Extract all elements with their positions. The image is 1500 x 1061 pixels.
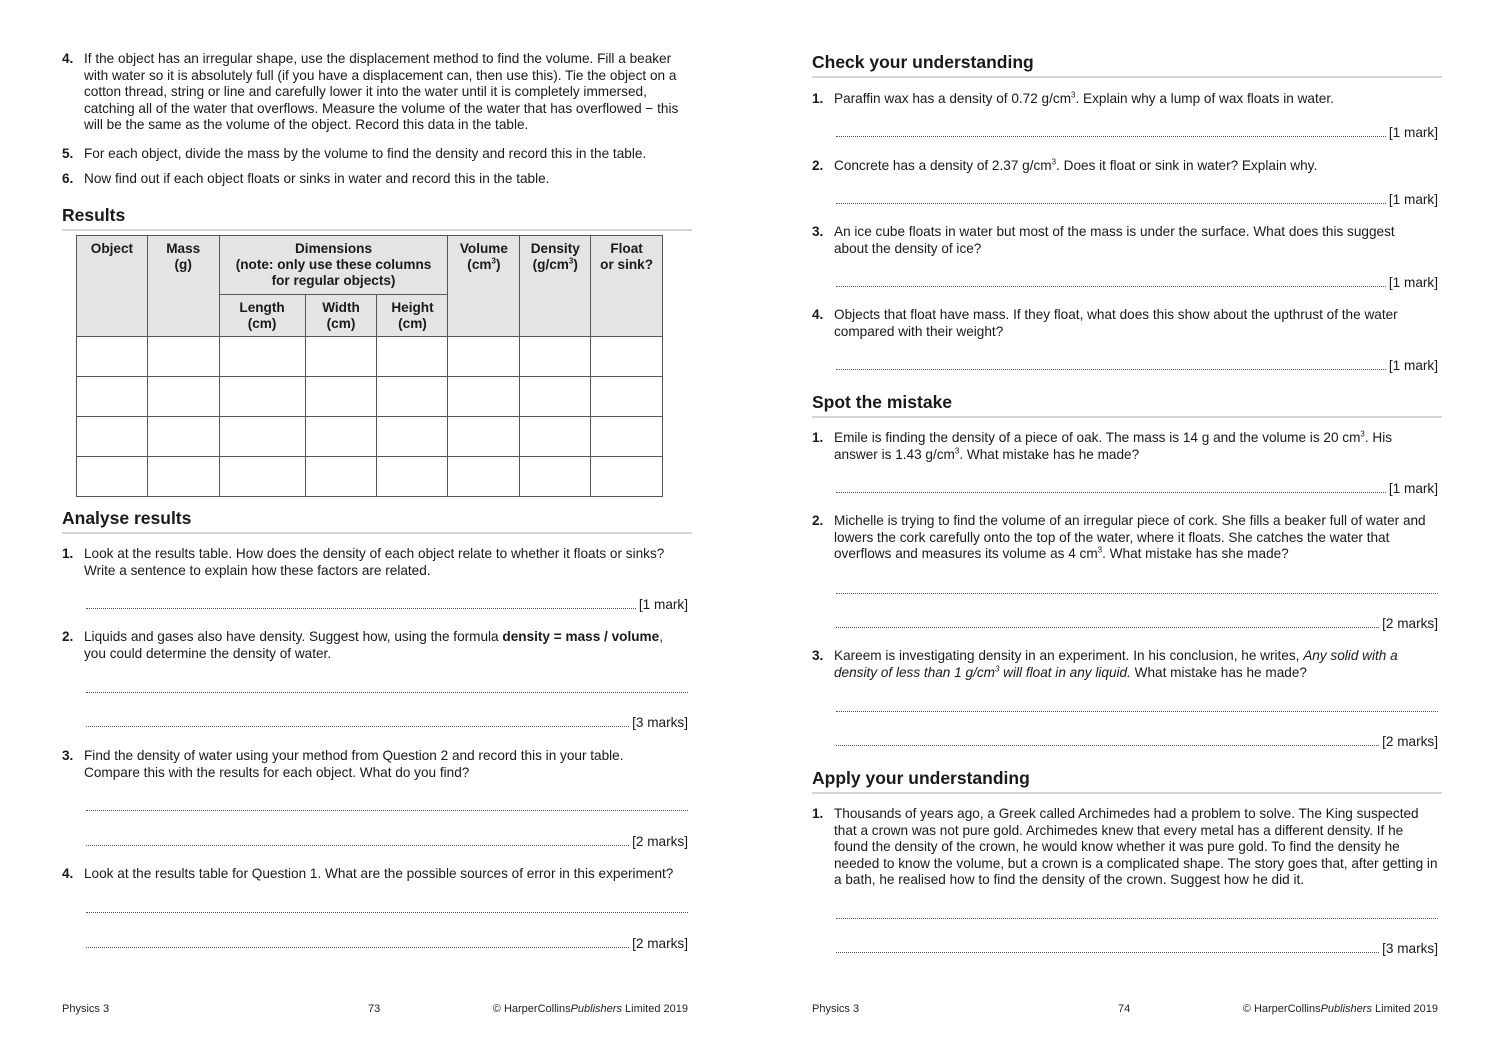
table-row — [77, 337, 663, 377]
answer-line[interactable] — [836, 192, 1438, 208]
mark-allocation: [3 marks] — [1382, 940, 1438, 956]
table-cell[interactable] — [147, 417, 219, 457]
col-length: Length (cm) — [219, 295, 305, 337]
step-number: 6. — [62, 171, 74, 186]
left-page — [62, 0, 692, 1061]
question-text: Michelle is trying to find the volume of an irregular piece of cork. She fills a beaker full of water and lowers the cork carefully onto the top of the water, where it floats. She catches the water that overflows and measures its volume as 4 $cm^3$. What mistake has she made? — [834, 513, 1426, 561]
table-cell[interactable] — [591, 417, 663, 457]
question-number: 3. — [812, 224, 824, 239]
answer-line[interactable] — [836, 941, 1438, 957]
table-cell[interactable] — [520, 377, 591, 417]
footer-book-title: Physics 3 — [62, 1003, 110, 1015]
mark-allocation: [1 mark] — [638, 596, 688, 612]
table-cell[interactable] — [377, 417, 448, 457]
step-text: For each object, divide the mass by the volume to find the density and record this in the table. — [84, 146, 647, 161]
question-text: Objects that float have mass. If they float, what does this show about the upthrust of the water compared with their weight? — [834, 307, 1398, 339]
table-cell[interactable] — [305, 457, 377, 497]
table-cell[interactable] — [77, 337, 148, 377]
table-cell[interactable] — [219, 377, 305, 417]
col-density: Density $(g/cm^3)$ — [520, 236, 591, 337]
right-page — [812, 0, 1442, 1061]
answer-line[interactable] — [836, 358, 1438, 374]
question-number: 1. — [812, 806, 824, 821]
check-heading: Check your understanding — [812, 52, 1442, 78]
analyse-heading: Analyse results — [62, 508, 692, 534]
mark-allocation: [1 mark] — [1388, 124, 1438, 140]
question-text: Look at the results table for Question 1. What are the possible sources of error in this experiment? — [84, 866, 674, 881]
answer-line[interactable] — [86, 681, 688, 697]
apply-heading: Apply your understanding — [812, 768, 1442, 794]
table-cell[interactable] — [305, 417, 377, 457]
table-row — [77, 457, 663, 497]
mark-allocation: [1 mark] — [1388, 274, 1438, 290]
table-cell[interactable] — [377, 337, 448, 377]
answer-line[interactable] — [836, 481, 1438, 497]
mark-allocation: [1 mark] — [1388, 191, 1438, 207]
table-cell[interactable] — [77, 457, 148, 497]
table-cell[interactable] — [219, 337, 305, 377]
question-text: Emile is finding the density of a piece of oak. The mass is 14 g and the volume is 20 $cm^3$. His answer is 1.43 $g/cm^3$. What mistake has he made? — [834, 429, 1393, 462]
question-number: 4. — [62, 866, 74, 881]
table-cell[interactable] — [448, 417, 520, 457]
question-text: Find the density of water using your method from Question 2 and record this in your table. Compare this with the results for each object. What do you find? — [84, 748, 624, 780]
footer-page-number: 73 — [368, 1003, 381, 1015]
question-number: 1. — [62, 546, 74, 561]
table-cell[interactable] — [377, 377, 448, 417]
question-text: Liquids and gases also have density. Suggest how, using the formula density = mass / volume, you could determine the density of water. — [84, 629, 663, 661]
table-cell[interactable] — [147, 377, 219, 417]
answer-line[interactable] — [836, 582, 1438, 598]
question-text: Kareem is investigating density in an experiment. In his conclusion, he writes, Any solid with a density of less than 1 $g/cm^3$ will float in any liquid. What mistake has he made? — [834, 648, 1398, 680]
mark-allocation: [2 marks] — [632, 833, 688, 849]
question-text: Thousands of years ago, a Greek called Archimedes had a problem to solve. The King suspected that a crown was not pure gold. Archimedes knew that every metal has a different density. If he found the density of the crown, he would know whether it was pure gold. To find the density he needed to know the volume, but a crown is a complicated shape. The story goes that, after getting in a bath, he realised how to find the density of the crown. Suggest how he did it. — [834, 806, 1438, 887]
table-cell[interactable] — [147, 337, 219, 377]
step-number: 5. — [62, 146, 74, 161]
table-cell[interactable] — [591, 337, 663, 377]
table-cell[interactable] — [305, 377, 377, 417]
answer-line[interactable] — [836, 907, 1438, 923]
answer-line[interactable] — [86, 936, 688, 952]
table-row — [77, 417, 663, 457]
mark-allocation: [2 marks] — [1382, 733, 1438, 749]
table-cell[interactable] — [219, 457, 305, 497]
col-width: Width (cm) — [305, 295, 377, 337]
col-mass: Mass (g) — [147, 236, 219, 337]
question-number: 3. — [62, 748, 74, 763]
col-float-or-sink: Float or sink? — [591, 236, 663, 337]
mark-allocation: [1 mark] — [1388, 357, 1438, 373]
question-text: Concrete has a density of 2.37 $g/cm^3$. Does it float or sink in water? Explain why. — [834, 157, 1318, 173]
question-number: 2. — [812, 513, 824, 528]
answer-line[interactable] — [836, 700, 1438, 716]
col-volume: Volume $(cm^3)$ — [448, 236, 520, 337]
footer-copyright: © HarperCollinsPublishers Limited 2019 — [492, 1003, 688, 1015]
answer-line[interactable] — [836, 125, 1438, 141]
question-number: 2. — [62, 629, 74, 644]
spot-heading: Spot the mistake — [812, 392, 1442, 418]
question-number: 3. — [812, 648, 824, 663]
mark-allocation: [2 marks] — [632, 935, 688, 951]
mark-allocation: [2 marks] — [1382, 615, 1438, 631]
question-number: 4. — [812, 307, 824, 322]
question-text: Look at the results table. How does the density of each object relate to whether it floats or sinks? Write a sentence to explain how these factors are related. — [84, 546, 665, 578]
step-text: If the object has an irregular shape, use the displacement method to find the volume. Fill a beaker with water so it is absolutely full (if you have a displacement can, then use this). Tie the object on a cotton thread, string or line and carefully lower it into the water until it is completely immersed, catching all of the water that overflows. Measure the volume of the water that has overflowed − this will be the same as the volume of the object. Record this data in the table. — [84, 51, 679, 132]
table-cell[interactable] — [448, 337, 520, 377]
col-dimensions: Dimensions (note: only use these columns for regular objects) — [219, 236, 448, 295]
footer-copyright: © HarperCollinsPublishers Limited 2019 — [1242, 1003, 1438, 1015]
table-cell[interactable] — [520, 417, 591, 457]
answer-line[interactable] — [86, 799, 688, 815]
table-cell[interactable] — [520, 457, 591, 497]
results-table — [76, 235, 663, 497]
answer-line[interactable] — [836, 734, 1438, 750]
table-cell[interactable] — [77, 377, 148, 417]
answer-line[interactable] — [86, 715, 688, 731]
answer-line[interactable] — [836, 275, 1438, 291]
table-cell[interactable] — [448, 457, 520, 497]
table-cell[interactable] — [448, 377, 520, 417]
step-number: 4. — [62, 51, 74, 66]
col-object: Object — [77, 236, 148, 337]
table-cell[interactable] — [591, 377, 663, 417]
table-cell[interactable] — [520, 337, 591, 377]
mark-allocation: [1 mark] — [1388, 480, 1438, 496]
question-number: 2. — [812, 158, 824, 173]
table-cell[interactable] — [305, 337, 377, 377]
col-height: Height (cm) — [377, 295, 448, 337]
question-number: 1. — [812, 430, 824, 445]
table-cell[interactable] — [147, 457, 219, 497]
table-cell[interactable] — [219, 417, 305, 457]
answer-line[interactable] — [86, 901, 688, 917]
step-text: Now find out if each object floats or sinks in water and record this in the table. — [84, 171, 550, 186]
table-row — [77, 377, 663, 417]
answer-line[interactable] — [86, 597, 688, 613]
footer-page-number: 74 — [1118, 1003, 1131, 1015]
question-number: 1. — [812, 91, 824, 106]
answer-line[interactable] — [836, 616, 1438, 632]
table-cell[interactable] — [377, 457, 448, 497]
table-cell[interactable] — [591, 457, 663, 497]
question-text: An ice cube floats in water but most of the mass is under the surface. What does this suggest about the density of ice? — [834, 224, 1395, 256]
results-heading: Results — [62, 205, 692, 231]
question-text: Paraffin wax has a density of 0.72 $g/cm^3$. Explain why a lump of wax floats in water. — [834, 90, 1334, 106]
footer-book-title: Physics 3 — [812, 1003, 860, 1015]
answer-line[interactable] — [86, 834, 688, 850]
table-cell[interactable] — [77, 417, 148, 457]
mark-allocation: [3 marks] — [632, 714, 688, 730]
